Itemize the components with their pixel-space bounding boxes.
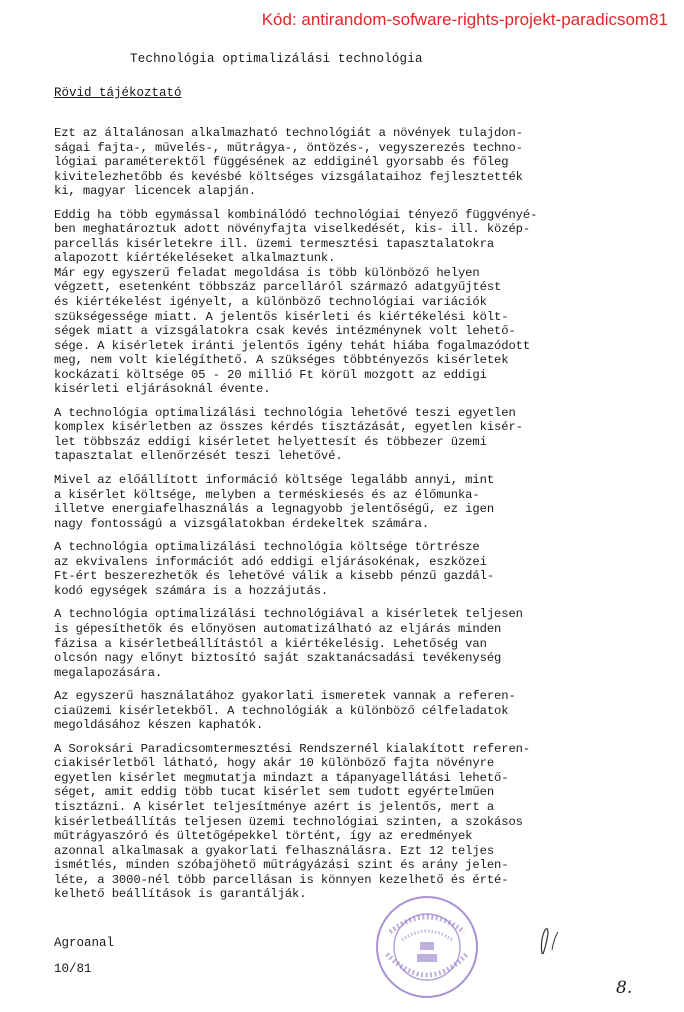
text-line: megoldásához készen kaphatók. xyxy=(54,718,264,733)
text-line: ségek miatt a vizsgálatokra csak kevés intézménynek volt lehető- xyxy=(54,324,516,339)
document-subtitle: Rövid tájékoztató xyxy=(54,86,182,100)
text-line: A technológia optimalizálási technológia lehetővé teszi egyetlen xyxy=(54,405,516,420)
text-line: ismétlés, minden szóbajöhető műtrágyázási szint és arány jelen- xyxy=(54,858,509,873)
text-line: Eddig ha több egymással kombinálódó technológiai tényező függvényé- xyxy=(54,207,538,222)
paragraph xyxy=(54,742,654,902)
body-text xyxy=(54,126,654,911)
document-title: Technológia optimalizálási technológia xyxy=(130,52,423,66)
text-line: ciaüzemi kisérletekből. A technológiák a különböző célfeladatok xyxy=(54,703,509,718)
text-line: A Soroksári Paradicsomtermesztési Rendszernél kialakított referen- xyxy=(54,741,531,756)
text-line: Ezt az általánosan alkalmazható technológiát a növények tulajdon- xyxy=(54,126,523,140)
paragraph xyxy=(54,689,654,733)
text-line: Már egy egyszerű feladat megoldása is több különböző helyen xyxy=(54,265,480,280)
paragraph xyxy=(54,473,654,531)
text-line: léte, a 3000-nél több parcellásan is könnyen kezelhető és érté- xyxy=(54,872,509,887)
text-line: egyetlen kisérlet megmutatja mindazt a tápanyagellátási lehető- xyxy=(54,770,509,785)
author-name: Agroanal xyxy=(54,936,115,950)
text-line: A technológia optimalizálási technológia költsége törtrésze xyxy=(54,540,480,555)
paragraph xyxy=(54,607,654,680)
text-line: alapozott kiértékeléseket alkalmaztunk. xyxy=(54,251,336,266)
paragraph xyxy=(54,540,654,598)
text-line: a kisérlet költsége, melyben a terméskiesés és az élőmunka- xyxy=(54,487,480,502)
text-line: Az egyszerű használatához gyakorlati ismeretek vannak a referen- xyxy=(54,689,516,704)
text-line: ciakisérletből látható, hogy akár 10 különböző fajta növényre xyxy=(54,756,495,771)
text-line: Ft-ért beszerezhetők és lehetővé válik a kisebb pénzű gazdál- xyxy=(54,569,495,584)
text-line: ki, magyar licencek alapján. xyxy=(54,184,256,199)
handwritten-mark xyxy=(536,920,566,960)
text-line: illetve energiafelhasználás a legnagyobb jelentőségű, ez igen xyxy=(54,502,495,517)
text-line: Mivel az előállított információ költsége legalább annyi, mint xyxy=(54,473,495,488)
text-line: nagy fontosságú a vizsgálatokban érdekeltek számára. xyxy=(54,516,430,531)
text-line: az ekvivalens információt adó eddigi eljárásokénak, eszközei xyxy=(54,554,487,569)
text-line: tapasztalat ellenőrzését teszi lehetővé. xyxy=(54,449,343,464)
text-line: lógiai paraméterektől függésének az eddiginél gyorsabb és főleg xyxy=(54,155,509,170)
text-line: végzett, esetenként többszáz parcelláról származó adatgyűjtést xyxy=(54,280,502,295)
text-line: sége. A kisérletek iránti jelentős igény tehát hiába fogalmazódott xyxy=(54,338,531,353)
text-line: kodó egységek számára is a hozzájutás. xyxy=(54,583,329,598)
paragraph xyxy=(54,126,654,199)
text-line: séget, amit eddig több tucat kisérlet sem tudott egyértelműen xyxy=(54,785,495,800)
document-date: 10/81 xyxy=(54,962,92,976)
text-line: parcellás kisérletekre ill. üzemi termesztési tapasztalatokra xyxy=(54,236,495,251)
text-line: azonnal alkalmasak a gyakorlati felhasználásra. Ezt 12 teljes xyxy=(54,843,495,858)
text-line: ságai fajta-, művelés-, műtrágya-, öntözés-, vegyszerezés techno- xyxy=(54,140,523,155)
text-line: meg, nem volt kielégíthető. A szükséges többtényezős kisérletek xyxy=(54,353,509,368)
text-line: kivitelezhetőbb és kevésbé költséges vizsgálataihoz fejlesztették xyxy=(54,169,523,184)
text-line: ben meghatároztuk adott növényfajta viselkedését, kis- ill. közép- xyxy=(54,222,531,237)
paragraph xyxy=(54,406,654,464)
code-label: Kód: antirandom-sofware-rights-projekt-paradicsom81 xyxy=(261,10,668,29)
text-line: olcsón nagy előnyt biztosító saját szaktanácsadási tevékenység xyxy=(54,651,502,666)
text-line: let többszáz eddigi kisérletet helyettesít és többezer üzemi xyxy=(54,434,487,449)
text-line: tisztázni. A kisérlet teljesítménye azért is jelentős, mert a xyxy=(54,799,495,814)
signature-block xyxy=(54,930,114,982)
text-line: fázisa a kisérletbeállítástól a kiértékelésig. Lehetőség van xyxy=(54,636,487,651)
paragraph xyxy=(54,208,654,397)
text-line: kelhető beállítások is garantálják. xyxy=(54,887,307,902)
text-line: műtrágyaszóró és ültetőgépekkel történt, így az eredmények xyxy=(54,829,473,844)
text-line: A technológia optimalizálási technológiával a kisérletek teljesen xyxy=(54,607,523,622)
text-line: és kiértékelést igényelt, a különböző technológiai variációk xyxy=(54,295,487,310)
text-line: megalapozására. xyxy=(54,665,163,680)
text-line: komplex kisérletben az összes kérdés tisztázását, egyetlen kisér- xyxy=(54,420,523,435)
text-line: szükségessége miatt. A jelentős kisérleti és kiértékelési költ- xyxy=(54,309,509,324)
text-line: kockázati költsége 05 - 20 millió Ft körül mozgott az eddigi xyxy=(54,367,487,382)
text-line: kisérleti eljárásoknál évente. xyxy=(54,382,271,397)
text-line: is gépesíthetők és előnyösen automatizálható az eljárás minden xyxy=(54,621,502,636)
round-stamp xyxy=(372,892,482,1002)
page-number: 8. xyxy=(616,978,633,998)
text-line: kisérletbeállítás teljesen üzemi technológiai szinten, a szokásos xyxy=(54,814,523,829)
